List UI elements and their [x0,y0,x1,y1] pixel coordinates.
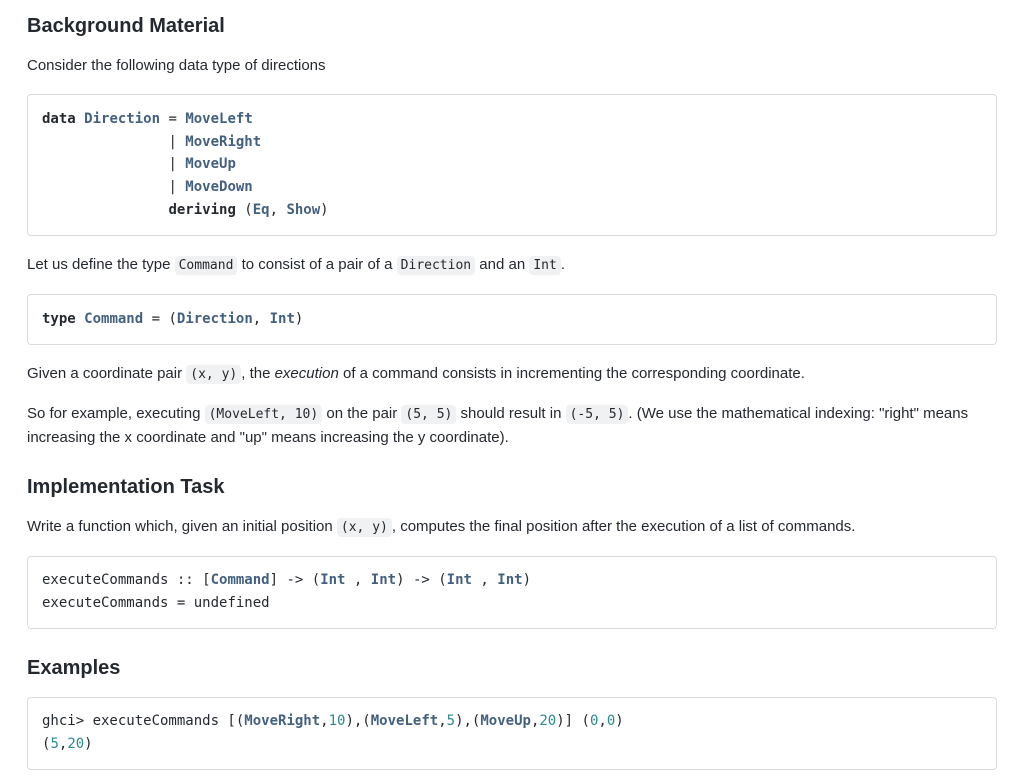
heading-background: Background Material [27,15,225,37]
paragraph-example: So for example, executing (MoveLeft, 10) on the pair (5, 5) should result in (-5, 5) . (We use the mathematical indexing: "right" means increasing the x coordinate and "up" means increasing the y coordinate). [27,405,969,446]
code-command-type: type Command = (Direction, Int) [42,311,304,327]
code-block-command-type [27,294,997,345]
heading-examples: Examples [27,657,121,679]
paragraph-execution: Given a coordinate pair (x, y) , the execution of a command consists in incrementing the corresponding coordinate. [27,365,805,382]
code-direction: data Direction = MoveLeft | MoveRight | MoveUp | MoveDown deriving (Eq, Show) [42,111,329,218]
code-example: ghci> executeCommands [(MoveRight,10),(MoveLeft,5),(MoveUp,20)] (0,0) (5,20) [42,713,624,752]
code-block-signature [27,556,997,629]
paragraph-task: Write a function which, given an initial position (x, y) , computes the final position after the execution of a list of commands. [27,518,856,535]
paragraph-command-def: Let us define the type Command to consist of a pair of a Direction and an Int . [27,256,565,273]
code-block-example [27,697,997,770]
code-block-direction [27,94,997,236]
code-signature: executeCommands :: [Command] -> (Int , Int) -> (Int , Int) executeCommands = undefined [42,572,531,611]
heading-implementation: Implementation Task [27,476,225,498]
paragraph-intro: Consider the following data type of directions [27,57,326,74]
